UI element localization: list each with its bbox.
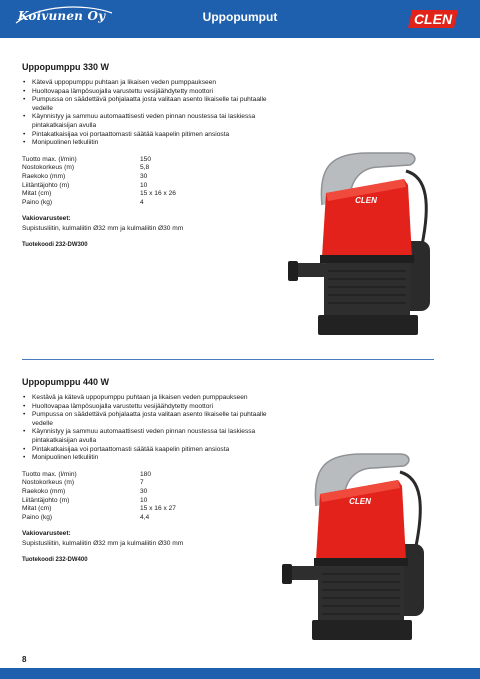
brand-logo-text: CLEN xyxy=(413,11,453,27)
pump-image-440w xyxy=(282,448,432,646)
product-title: Uppopumppu 330 W xyxy=(22,62,109,72)
accessories-text: Supistusliitin, kulmaliitin Ø32 mm ja kulmaliitin Ø30 mm xyxy=(22,540,184,548)
spec-value: 15 x 16 x 26 xyxy=(140,190,176,198)
spec-value: 10 xyxy=(140,181,148,189)
pump-label: CLEN xyxy=(349,497,371,506)
spec-value: 150 xyxy=(140,155,152,163)
company-logo-text: Koivunen Oy xyxy=(18,9,106,23)
spec-value: 30 xyxy=(140,487,148,495)
feature-item: • Pumpussa on säädettävä pohjalaatta josta valitaan asento likaiselle tai puhtaalle vedelle xyxy=(22,411,272,428)
spec-value: 15 x 16 x 27 xyxy=(140,505,176,513)
feature-item: • Kätevä uppopumppu puhtaan ja likaisen veden pumppaukseen xyxy=(22,79,272,88)
feature-item: • Kestävä ja kätevä uppopumppu puhtaan ja likaisen veden pumppaukseen xyxy=(22,394,272,403)
spec-value: 4,4 xyxy=(140,513,150,521)
spec-value: 4 xyxy=(140,198,144,206)
feature-list xyxy=(22,394,272,463)
spec-label: Liitäntäjohto (m) xyxy=(22,496,70,504)
section-divider xyxy=(22,359,434,360)
feature-item: • Huoltovapaa lämpösuojalla varustettu vesijäähdytetty moottori xyxy=(22,88,272,97)
spec-label: Paino (kg) xyxy=(22,513,53,521)
spec-value: 180 xyxy=(140,470,152,478)
spec-label: Nostokorkeus (m) xyxy=(22,164,75,172)
feature-item: • Käynnistyy ja sammuu automaattisesti veden pinnan noustessa tai laskiessa pintakatkaisijan avulla xyxy=(22,113,272,130)
spec-value: 5,8 xyxy=(140,164,150,172)
pump-image-330w xyxy=(288,145,438,342)
spec-label: Mitat (cm) xyxy=(22,190,52,198)
spec-label: Liitäntäjohto (m) xyxy=(22,181,70,189)
accessories-title: Vakiovarusteet: xyxy=(22,530,71,538)
spec-label: Nostokorkeus (m) xyxy=(22,479,75,487)
spec-label: Paino (kg) xyxy=(22,198,53,206)
page-header xyxy=(0,0,480,38)
product-code: Tuotekoodi 232-DW400 xyxy=(22,557,88,564)
feature-item: • Pintakatkaisijaa voi portaattomasti säätää kaapelin pitimen ansiosta xyxy=(22,446,272,455)
spec-label: Raekoko (mm) xyxy=(22,487,66,495)
feature-item: • Käynnistyy ja sammuu automaattisesti veden pinnan noustessa tai laskiessa pintakatkaisijan avulla xyxy=(22,428,272,445)
spec-value: 7 xyxy=(140,479,144,487)
page-footer xyxy=(0,668,480,679)
feature-item: • Huoltovapaa lämpösuojalla varustettu vesijäähdytetty moottori xyxy=(22,403,272,412)
feature-item: • Pumpussa on säädettävä pohjalaatta josta valitaan asento likaiselle tai puhtaalle vedelle xyxy=(22,96,272,113)
pump-label: CLEN xyxy=(355,196,377,205)
accessories-text: Supistusliitin, kulmaliitin Ø32 mm ja kulmaliitin Ø30 mm xyxy=(22,225,184,233)
spec-label: Tuotto max. (l/min) xyxy=(22,470,77,478)
page-number: 8 xyxy=(22,655,27,664)
spec-value: 30 xyxy=(140,172,148,180)
feature-item: • Monipuolinen letkuliitin xyxy=(22,139,272,148)
spec-value: 10 xyxy=(140,496,148,504)
feature-item: • Pintakatkaisijaa voi portaattomasti säätää kaapelin pitimen ansiosta xyxy=(22,131,272,140)
product-code: Tuotekoodi 232-DW300 xyxy=(22,242,88,249)
brand-logo xyxy=(408,8,460,30)
spec-label: Raekoko (mm) xyxy=(22,172,66,180)
accessories-title: Vakiovarusteet: xyxy=(22,215,71,223)
feature-item: • Monipuolinen letkuliitin xyxy=(22,454,272,463)
spec-label: Mitat (cm) xyxy=(22,505,52,513)
spec-label: Tuotto max. (l/min) xyxy=(22,155,77,163)
product-title: Uppopumppu 440 W xyxy=(22,377,109,387)
page-title: Uppopumput xyxy=(202,10,278,24)
feature-list xyxy=(22,79,272,148)
